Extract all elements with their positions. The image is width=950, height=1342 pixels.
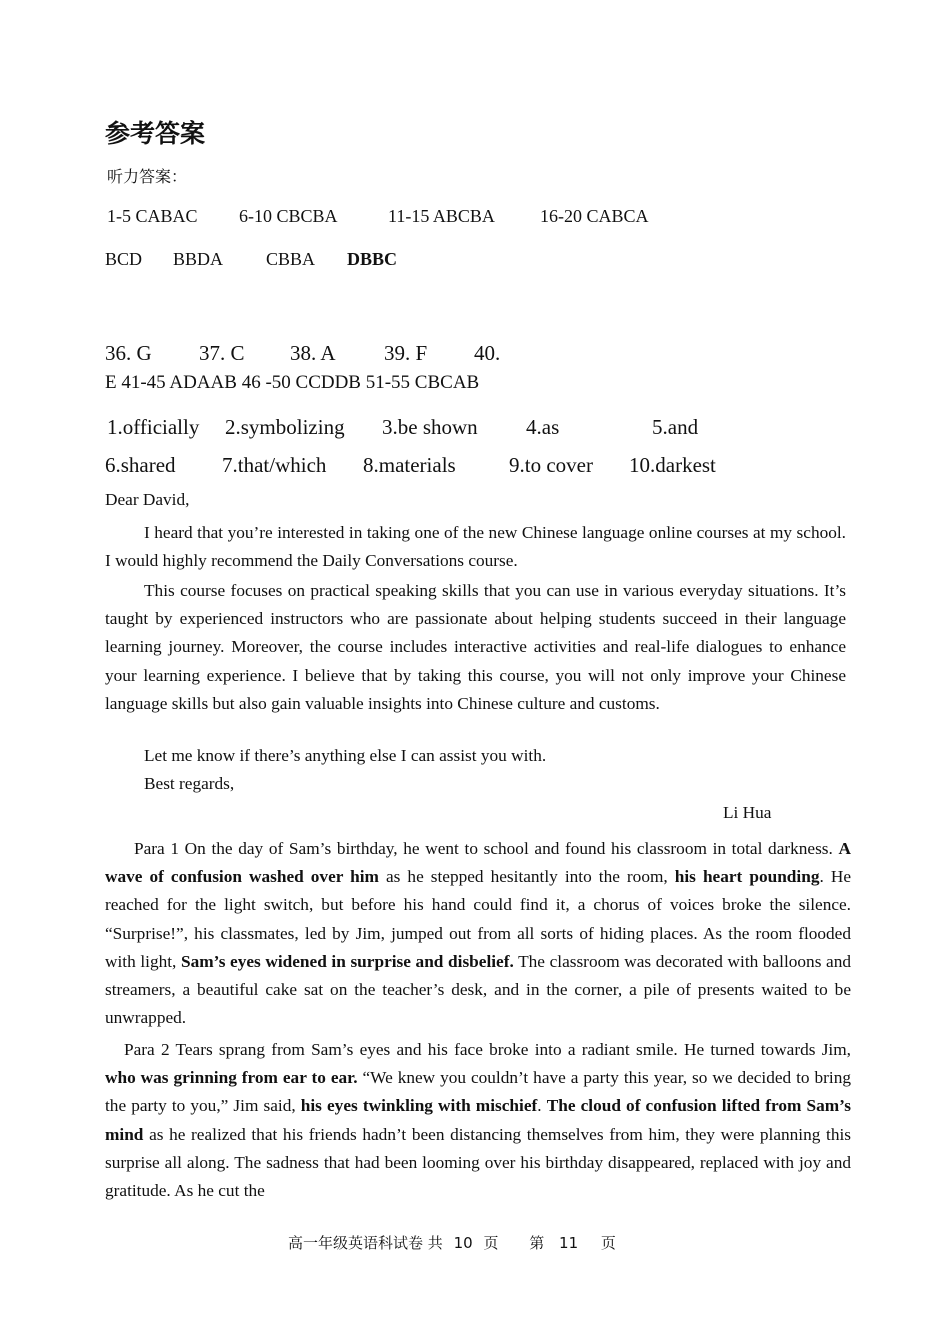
- text-span: .: [537, 1096, 547, 1116]
- listening-answer: BBDA: [173, 249, 224, 269]
- listening-answer: 16-20 CABCA: [540, 206, 649, 226]
- story-paragraph-1: [105, 835, 851, 1032]
- grammar-answer: 1.officially: [107, 415, 200, 439]
- text-span: Para 1 On the day of Sam’s birthday, he went to school and found his classroom in total darkness.: [134, 839, 839, 858]
- reading-answer-line: E 41-45 ADAAB 46 -50 CCDDB 51-55 CBCAB: [105, 372, 480, 393]
- bold-phrase: A wave of confusion washed over him: [105, 839, 851, 887]
- page-footer: [288, 1232, 616, 1253]
- letter-closing: Best regards,: [144, 774, 235, 793]
- footer-title: 高一年级英语科试卷 共: [288, 1234, 443, 1252]
- text-span: as he stepped hesitantly into the room,: [378, 867, 675, 887]
- listening-answer: BCD: [105, 249, 143, 269]
- grammar-answer: 7.that/which: [222, 453, 327, 477]
- letter-signature: Li Hua: [723, 803, 772, 822]
- letter-paragraph: Let me know if there’s anything else I can assist you with.: [144, 746, 547, 765]
- listening-label: 听力答案：: [107, 167, 188, 186]
- text-span: Para 2 Tears sprang from Sam’s eyes and his face broke into a radiant smile. He turned towards Jim,: [124, 1040, 851, 1059]
- footer-page-label: 第: [529, 1234, 545, 1252]
- grammar-answer: 2.symbolizing: [225, 415, 345, 439]
- grammar-answer: 6.shared: [105, 453, 176, 477]
- reading-answer: 38. A: [290, 341, 336, 365]
- letter-greeting: Dear David,: [105, 490, 190, 509]
- letter-paragraph: This course focuses on practical speaking skills that you can use in various everyday situations. It’s taught by experienced instructors who are passionate about helping students succeed in their language learning journey. Moreover, the course includes interactive activities and real-life dialogues to enhance your learning experience. I believe that by taking this course, you will not only improve your Chinese language skills but also gain valuable insights into Chinese culture and customs.: [105, 581, 846, 713]
- listening-answer: 6-10 CBCBA: [239, 206, 338, 226]
- listening-answer: CBBA: [266, 249, 316, 269]
- listening-answer: 1-5 CABAC: [107, 206, 198, 226]
- listening-answer: DBBC: [347, 249, 398, 269]
- footer-page-number: 11: [559, 1234, 579, 1252]
- text-span: as he realized that his friends hadn’t been distancing themselves from him, they were planning this surprise all along. The sadness that had been looming over his birthday disappeared, replaced with joy and gratitude. As he cut the: [105, 1124, 851, 1201]
- bold-phrase: his eyes twinkling with mischief: [300, 1096, 538, 1116]
- page-title: 参考答案: [105, 119, 206, 148]
- grammar-answer: 3.be shown: [382, 415, 478, 439]
- grammar-answer: 5.and: [652, 415, 699, 439]
- story-paragraph-2: [105, 1036, 851, 1205]
- reading-answer: 36. G: [105, 341, 152, 365]
- letter-paragraph: I heard that you’re interested in taking one of the new Chinese language online courses at my school. I would highly recommend the Daily Conversations course.: [105, 523, 846, 571]
- footer-unit: 页: [483, 1234, 499, 1252]
- grammar-answer: 8.materials: [363, 453, 456, 477]
- text-span: . He reached for the light switch, but before his hand could find it, a chorus of voices broke the silence. “Surprise!”, his classmates, led by Jim, jumped out from all sorts of hiding places. As the room flooded with light,: [105, 867, 851, 971]
- bold-phrase: his heart pounding: [674, 867, 820, 887]
- reading-answer: 37. C: [199, 341, 245, 365]
- bold-phrase: who was grinning from ear to ear.: [105, 1068, 358, 1088]
- listening-answer: 11-15 ABCBA: [388, 206, 495, 226]
- footer-total-pages: 10: [453, 1234, 473, 1252]
- grammar-answer: 10.darkest: [629, 453, 716, 477]
- grammar-answer: 9.to cover: [509, 453, 593, 477]
- text-span: “We knew you couldn’t have a party this year, so we decided to bring the party to you,” Jim said,: [105, 1068, 851, 1116]
- reading-answer: 39. F: [384, 341, 428, 365]
- grammar-answer: 4.as: [526, 415, 560, 439]
- bold-phrase: The cloud of confusion lifted from Sam’s mind: [105, 1096, 851, 1144]
- bold-phrase: Sam’s eyes widened in surprise and disbelief.: [180, 951, 514, 971]
- text-span: The classroom was decorated with balloons and streamers, a beautiful cake sat on the teacher’s desk, and in the corner, a pile of presents waited to be unwrapped.: [105, 951, 851, 1028]
- footer-unit: 页: [600, 1234, 616, 1252]
- reading-answer: 40.: [474, 341, 501, 365]
